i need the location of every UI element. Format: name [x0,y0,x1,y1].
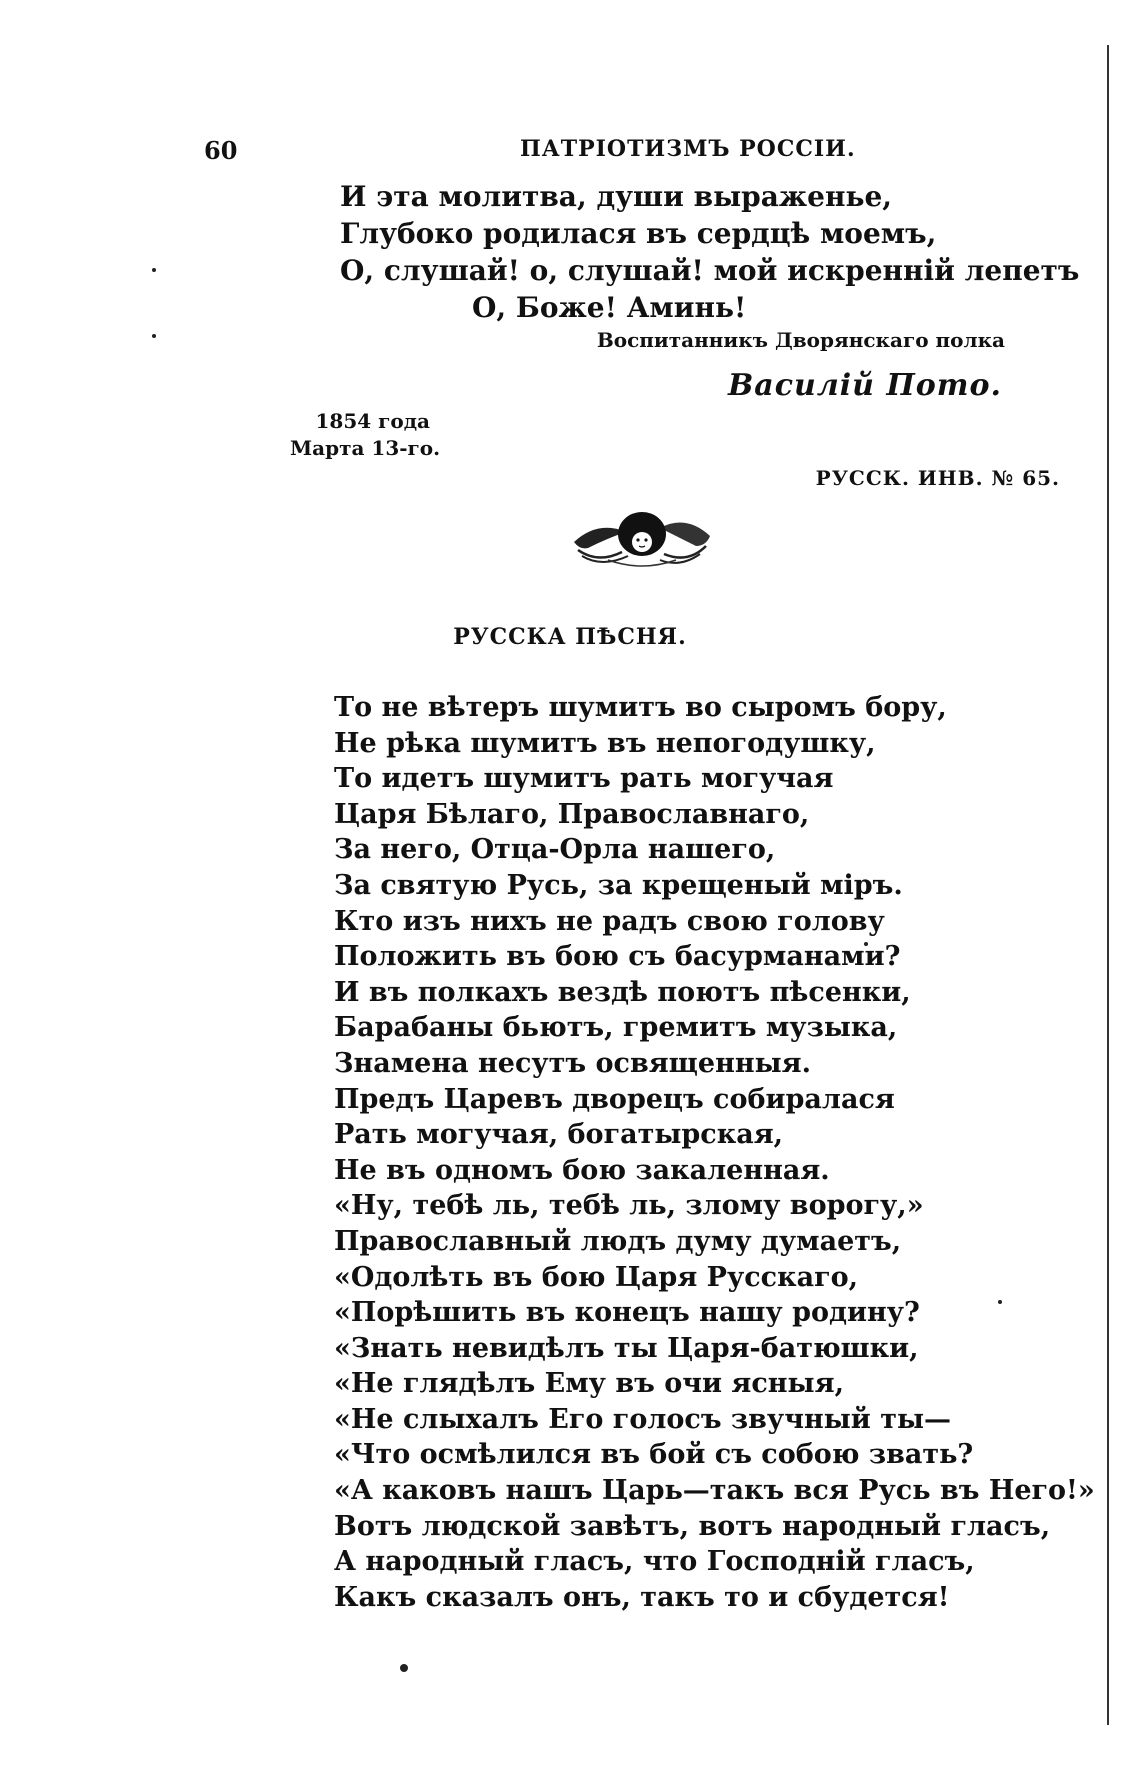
song-verse [334,690,1095,1615]
date-block [290,408,441,462]
verse-line: «Одолѣть въ бою Царя Русскаго, [334,1261,859,1293]
print-speck [152,334,156,338]
verse-line: Знамена несутъ освященныя. [334,1047,812,1079]
verse-line: «Не слыхалъ Его голосъ звучный ты— [334,1403,952,1435]
source-reference: РУССК. ИНВ. № 65. [815,466,1060,490]
verse-line: Какъ сказалъ онъ, такъ то и сбудется! [334,1581,950,1613]
page-edge-rule [1107,45,1109,1725]
prayer-line: И эта молитва, души выраженье, [340,180,893,213]
verse-line: Предъ Царевъ дворецъ собиралася [334,1083,895,1115]
verse-line: Не въ одномъ бою закаленная. [334,1154,830,1186]
verse-line: За святую Русь, за крещеный міръ. [334,869,903,901]
date-year: 1854 года [315,409,430,433]
verse-line: «Ну, тебѣ ль, тебѣ ль, злому ворогу,» [334,1190,924,1222]
verse-line: Не рѣка шумитъ въ непогодушку, [334,727,876,759]
cherub-vignette-icon [568,502,716,572]
prayer-line: Глубоко родилася въ сердцѣ моемъ, [340,217,937,250]
verse-line: Положить въ бою съ басурманами? [334,941,901,973]
verse-line: Кто изъ нихъ не радъ свою голову [334,905,885,937]
page-number: 60 [204,136,238,165]
verse-line: «Не глядѣлъ Ему въ очи ясныя, [334,1368,844,1400]
running-head: ПАТРІОТИЗМЪ РОССІИ. [520,136,856,162]
verse-line: И въ полкахъ вездѣ поютъ пѣсенки, [334,976,911,1008]
verse-line: «Что осмѣлился въ бой съ собою звать? [334,1439,974,1471]
verse-line: За него, Отца-Орла нашего, [334,834,776,866]
verse-line: «А каковъ нашъ Царь—такъ вся Русь въ Него!» [334,1475,1095,1507]
date-day: Марта 13-го. [290,436,441,460]
print-speck [152,268,156,272]
prayer-line: О, Боже! Аминь! [472,291,747,324]
verse-line: «Знать невидѣлъ ты Царя-батюшки, [334,1332,919,1364]
end-bullet [400,1664,408,1672]
verse-line: Барабаны бьютъ, гремитъ музыка, [334,1012,898,1044]
prayer-ending [340,178,1079,326]
verse-line: Царя Бѣлаго, Православнаго, [334,798,810,830]
verse-line: Вотъ людской завѣтъ, вотъ народный гласъ, [334,1510,1051,1542]
verse-line: То идетъ шумитъ рать могучая [334,763,834,795]
song-title: РУССКА ПѢСНЯ. [453,624,687,650]
verse-line: Рать могучая, богатырская, [334,1119,784,1151]
verse-line: А народный гласъ, что Господній гласъ, [334,1546,975,1578]
verse-line: Православный людъ думу думаетъ, [334,1225,902,1257]
verse-line: То не вѣтеръ шумитъ во сыромъ бору, [334,692,947,723]
verse-line: «Порѣшить въ конецъ нашу родину? [334,1297,920,1329]
prayer-line: О, слушай! о, слушай! мой искренній лепетъ [340,254,1080,287]
signature-name: Василій Пото. [727,368,1002,403]
signature-affiliation: Воспитанникъ Дворянскаго полка [596,328,1005,352]
